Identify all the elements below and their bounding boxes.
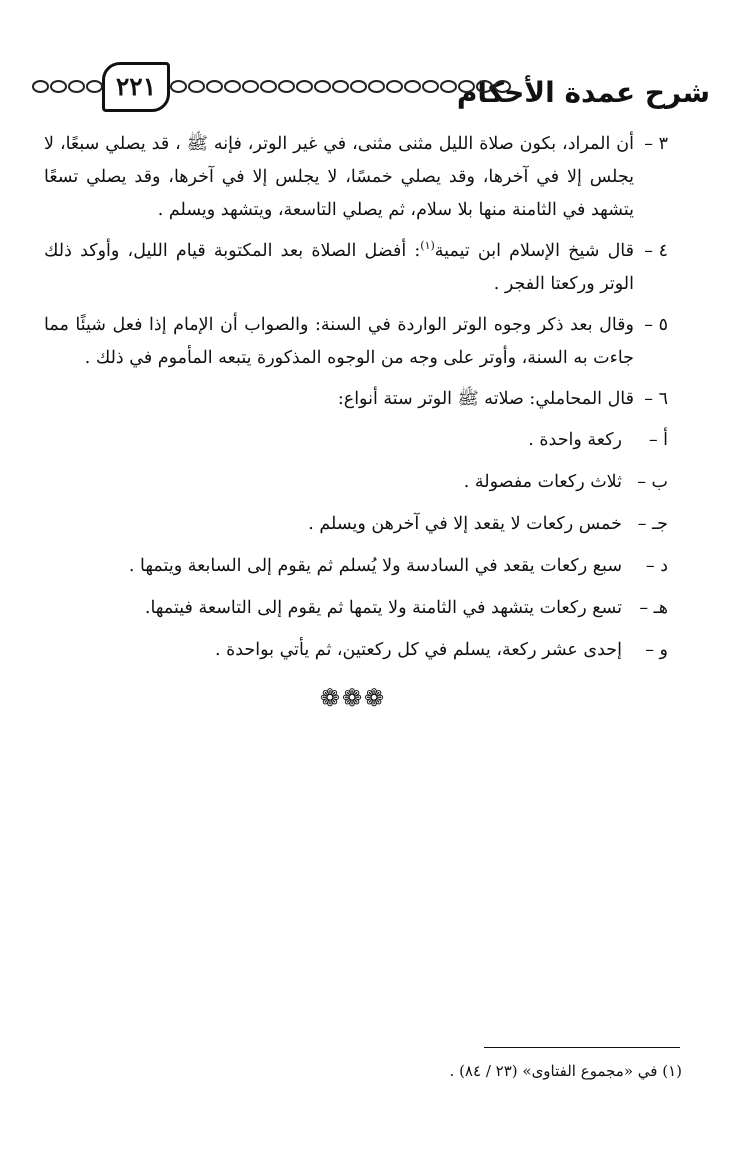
list-item (44, 383, 668, 416)
item-text: : أفضل الصلاة بعد المكتوبة قيام الليل، وأوكد ذلك الوتر وركعتا الفجر . (44, 241, 634, 294)
page-number: ٢٢١ (102, 62, 170, 112)
footnote-reference[interactable]: (١) (420, 239, 435, 253)
page-header (20, 58, 710, 118)
chain-ornament-small-icon (32, 80, 103, 93)
item-text: أن المراد، بكون صلاة الليل مثنى مثنى، في غير الوتر، فإنه ﷺ ، قد يصلي سبعًا، لا يجلس إلا في آخرها، وقد يصلي خمسًا، لا يجلس إلا في آخرها، وقد يصلي تسعًا يتشهد في الثامنة منها بلا سلام، ثم يصلي التاسعة، ويتشهد ويسلم . (44, 134, 634, 220)
sub-list-item (44, 550, 668, 583)
item-number: ٦ – (644, 389, 668, 409)
list-item (44, 235, 668, 301)
sub-item-text: سبع ركعات يقعد في السادسة ولا يُسلم ثم يقوم إلى السابعة ويتمها . (128, 556, 622, 576)
item-number: ٤ – (644, 241, 668, 261)
item-text: قال المحاملي: صلاته ﷺ الوتر ستة أنواع: (337, 389, 634, 409)
chain-ornament-icon (170, 80, 511, 93)
list-item (44, 128, 668, 227)
footnote-divider (484, 1047, 680, 1048)
item-number: ٣ – (644, 134, 668, 154)
footnote: (١) في «مجموع الفتاوى» (٢٣ / ٨٤) . (449, 1062, 682, 1080)
sub-item-text: إحدى عشر ركعة، يسلم في كل ركعتين، ثم يأتي بواحدة . (214, 640, 622, 660)
sub-list-item (44, 634, 668, 667)
sub-item-letter: أ – (648, 430, 668, 450)
sub-list-item (44, 508, 668, 541)
sub-list-item (44, 424, 668, 457)
sub-item-letter: د – (645, 556, 668, 576)
item-text: قال شيخ الإسلام ابن تيمية (434, 241, 634, 261)
book-title: شرح عمدة الأحكام (456, 76, 710, 109)
sub-item-text: ركعة واحدة . (528, 430, 622, 450)
list-item (44, 309, 668, 375)
sub-item-letter: جـ – (637, 514, 668, 534)
item-text: وقال بعد ذكر وجوه الوتر الواردة في السنة: والصواب أن الإمام إذا فعل شيئًا مما جاءت به السنة، وأوتر على وجه من الوجوه المذكورة يتبعه المأموم في ذلك . (44, 315, 634, 368)
sub-item-text: تسع ركعات يتشهد في الثامنة ولا يتمها ثم يقوم إلى التاسعة فيتمها. (144, 598, 622, 618)
sub-item-text: ثلاث ركعات مفصولة . (463, 472, 622, 492)
main-text (44, 128, 668, 676)
sub-list-item (44, 592, 668, 625)
flower-ornament-icon: ❁❁❁ (319, 684, 387, 712)
sub-list-item (44, 466, 668, 499)
sub-item-text: خمس ركعات لا يقعد إلا في آخرهن ويسلم . (308, 514, 622, 534)
sub-item-letter: ب – (637, 472, 668, 492)
item-number: ٥ – (644, 315, 668, 335)
sub-item-letter: هـ – (639, 598, 668, 618)
sub-item-letter: و – (645, 640, 668, 660)
